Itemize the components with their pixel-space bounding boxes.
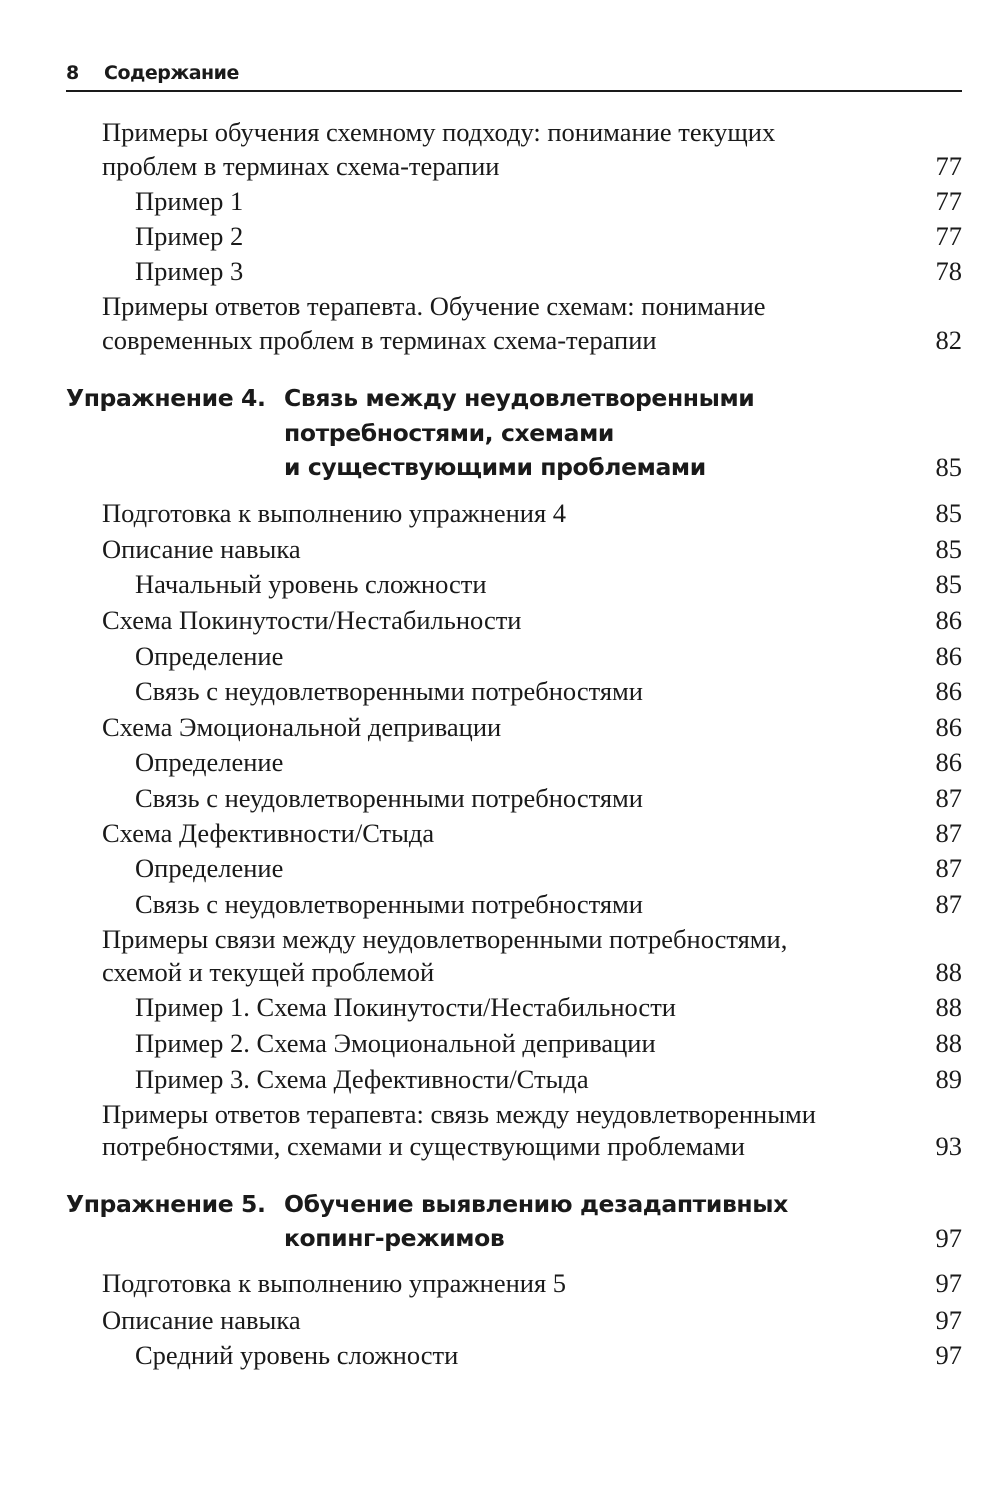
toc-entry — [0, 148, 1000, 184]
toc-entry-title: Связь с неудовлетворенными потребностями — [135, 676, 643, 706]
toc-entry — [0, 1128, 1000, 1164]
toc-page-number: 86 — [935, 676, 962, 706]
toc-entry-title: Начальный уровень сложности — [135, 569, 487, 599]
toc-entry-title: Пример 3 — [135, 256, 244, 286]
toc-entry — [0, 954, 1000, 990]
toc-page-number: 87 — [935, 783, 962, 813]
toc-page-number: 93 — [935, 1131, 962, 1161]
toc-entry — [0, 744, 1000, 780]
toc-page-number: 77 — [935, 151, 962, 181]
toc-entry-title: Схема Покинутости/Нестабильности — [102, 605, 522, 635]
toc-page-number: 86 — [935, 641, 962, 671]
toc-page-number: 88 — [935, 992, 962, 1022]
chapter-label: Упражнение 4. — [66, 384, 266, 412]
toc-entry — [0, 1337, 1000, 1373]
toc-page-number: 86 — [935, 747, 962, 777]
toc-entry-title: Схема Эмоциональной депривации — [102, 712, 502, 742]
toc-entry — [0, 566, 1000, 602]
toc-entry-title: Описание навыка — [102, 1305, 301, 1335]
chapter-title: и существующими проблемами — [284, 453, 706, 481]
toc-entry — [0, 322, 1000, 358]
toc-entry-title: Связь с неудовлетворенными потребностями — [135, 783, 643, 813]
toc-page-number: 86 — [935, 712, 962, 742]
toc-page-number: 85 — [935, 498, 962, 528]
toc-entry-title: современных проблем в терминах схема-терапии — [102, 325, 657, 355]
toc-entry — [0, 114, 1000, 150]
toc-entry — [0, 850, 1000, 886]
toc-entry-title: Схема Дефективности/Стыда — [102, 818, 435, 848]
toc-entry — [0, 1096, 1000, 1132]
toc-page-number: 88 — [935, 957, 962, 987]
toc-page-number: 85 — [935, 569, 962, 599]
toc-entry-title: Определение — [135, 641, 284, 671]
toc-entry-title: Пример 2. Схема Эмоциональной депривации — [135, 1028, 656, 1058]
toc-entry-title: Примеры ответов терапевта. Обучение схемам: понимание — [102, 291, 766, 321]
toc-entry — [0, 709, 1000, 745]
toc-entry — [0, 218, 1000, 254]
toc-page-number: 77 — [935, 221, 962, 251]
toc-entry-title: Подготовка к выполнению упражнения 5 — [102, 1268, 567, 1298]
toc-page-number: 85 — [935, 534, 962, 564]
toc-entry-title: Примеры обучения схемному подходу: понимание текущих — [102, 117, 776, 147]
toc-page-number: 88 — [935, 1028, 962, 1058]
chapter-title: потребностями, схемами — [284, 419, 614, 447]
toc-page-number: 89 — [935, 1064, 962, 1094]
chapter-heading-continued — [0, 449, 1000, 485]
toc-entry — [0, 1302, 1000, 1338]
chapter-heading-continued — [0, 1220, 1000, 1256]
toc-entry — [0, 495, 1000, 531]
toc-entry-title: Пример 1 — [135, 186, 244, 216]
toc-page-number: 97 — [935, 1340, 962, 1370]
toc-page-number: 87 — [935, 853, 962, 883]
chapter-heading — [0, 1186, 1000, 1222]
header-title: Содержание — [104, 62, 239, 84]
toc-entry — [0, 815, 1000, 851]
chapter-title: Связь между неудовлетворенными — [284, 384, 755, 412]
toc-entry-title: Описание навыка — [102, 534, 301, 564]
toc-entry-title: Связь с неудовлетворенными потребностями — [135, 889, 643, 919]
toc-page-number: 77 — [935, 186, 962, 216]
toc-entry-title: проблем в терминах схема-терапии — [102, 151, 500, 181]
toc-page-number: 87 — [935, 818, 962, 848]
toc-entry — [0, 253, 1000, 289]
toc-entry-title: Примеры связи между неудовлетворенными потребностями, — [102, 924, 788, 954]
toc-entry-title: Пример 3. Схема Дефективности/Стыда — [135, 1064, 589, 1094]
toc-page-number: 97 — [935, 1223, 962, 1253]
toc-entry — [0, 1265, 1000, 1301]
chapter-heading-continued — [0, 415, 1000, 451]
toc-entry — [0, 989, 1000, 1025]
toc-entry — [0, 1025, 1000, 1061]
toc-entry — [0, 183, 1000, 219]
toc-page-number: 87 — [935, 889, 962, 919]
toc-entry — [0, 673, 1000, 709]
toc-entry-title: схемой и текущей проблемой — [102, 957, 435, 987]
toc-entry — [0, 288, 1000, 324]
toc-page-number: 85 — [935, 452, 962, 482]
toc-entry-title: Определение — [135, 853, 284, 883]
running-header — [66, 58, 962, 92]
toc-page-number: 86 — [935, 605, 962, 635]
toc-entry-title: Пример 1. Схема Покинутости/Нестабильности — [135, 992, 676, 1022]
toc-entry-title: потребностями, схемами и существующими проблемами — [102, 1131, 745, 1161]
toc-entry-title: Пример 2 — [135, 221, 244, 251]
header-page-number: 8 — [66, 62, 80, 84]
toc-entry-title: Определение — [135, 747, 284, 777]
toc-entry — [0, 921, 1000, 957]
toc-entry-title: Примеры ответов терапевта: связь между неудовлетворенными — [102, 1099, 816, 1129]
chapter-heading — [0, 380, 1000, 416]
toc-entry — [0, 638, 1000, 674]
toc-entry-title: Подготовка к выполнению упражнения 4 — [102, 498, 567, 528]
toc-entry — [0, 531, 1000, 567]
toc-page-number: 82 — [935, 325, 962, 355]
chapter-title: копинг-режимов — [284, 1224, 505, 1252]
chapter-label: Упражнение 5. — [66, 1190, 266, 1218]
toc-entry — [0, 602, 1000, 638]
toc-page-number: 97 — [935, 1268, 962, 1298]
toc-page-number: 78 — [935, 256, 962, 286]
toc-entry — [0, 780, 1000, 816]
toc-page-number: 97 — [935, 1305, 962, 1335]
toc-entry — [0, 886, 1000, 922]
chapter-title: Обучение выявлению дезадаптивных — [284, 1190, 788, 1218]
toc-entry — [0, 1061, 1000, 1097]
toc-entry-title: Средний уровень сложности — [135, 1340, 459, 1370]
